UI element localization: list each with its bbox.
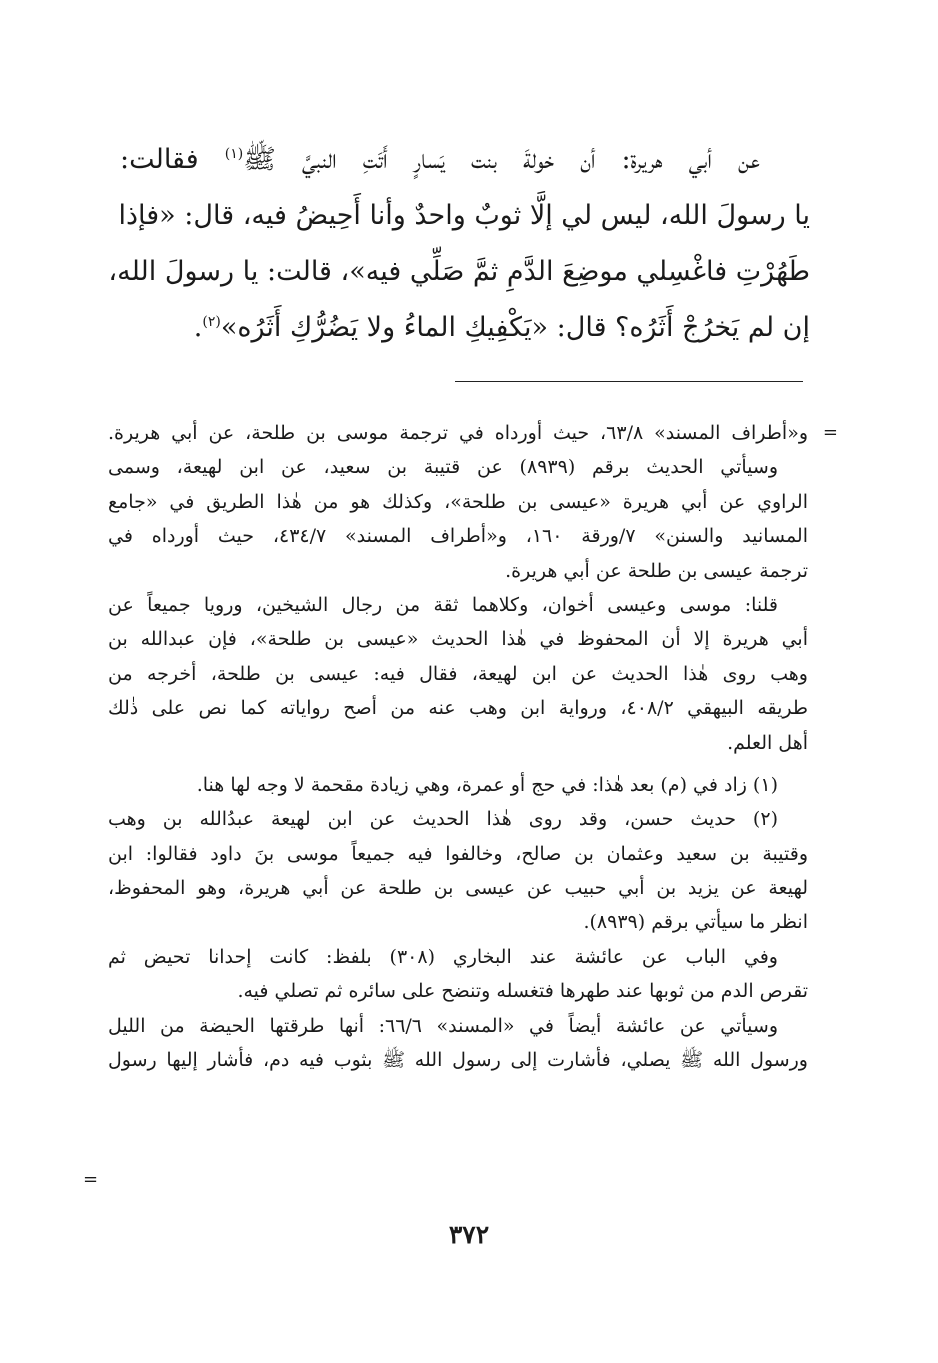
footnote-line: وسيأتي الحديث برقم (٨٩٣٩) عن قتيبة بن سعيد، عن ابن لهيعة، وسمى (108, 456, 779, 479)
footnote-line: أبي هريرة إلا أن المحفوظ في هٰذا الحديث «عيسى بن طلحة»، فإن عبدالله بن (108, 628, 808, 651)
footnote-line: تقرص الدم من ثوبها عند طهرها فتغسله وتنضح على سائره ثم تصلي فيه. (237, 980, 808, 1003)
footnote-ref: (٢) (202, 314, 221, 330)
footnote-line: ترجمة عيسى بن طلحة عن أبي هريرة. (505, 559, 808, 582)
footnote-line: انظر ما سيأتي برقم (٨٩٣٩). (583, 911, 808, 934)
footnote-line: الراوي عن أبي هريرة «عيسى بن طلحة»، وكذلك هو من هٰذا الطريق في «جامع (108, 490, 808, 513)
footnote-line: وقتيبة بن سعيد وعثمان بن صالح، وخالفوا فيه جميعاً موسى بنَ داود فقالوا: ابن (108, 842, 808, 865)
footnote-line: طريقه البيهقي ٤٠٨/٢، ورواية ابن وهب عنه من أصح رواياته كما نص على ذٰلك (108, 697, 809, 720)
footnote-line: وهب روى هٰذا الحديث عن ابن لهيعة، فقال فيه: عيسى بن طلحة، أخرجه من (108, 662, 808, 685)
footnote-line: و«أطراف المسند» ٦٣/٨، حيث أورداه في ترجمة موسى بن طلحة، عن أبي هريرة. (108, 422, 808, 444)
footnote-line: المسانيد والسنن» ٧/ورقة ١٦٠، و«أطراف المسند» ٤٣٤/٧، حيث أورداه في (108, 525, 808, 548)
hadith-line: يا رسولَ الله، ليس لي إلَّا ثوبٌ واحدٌ وأنا أَحِيضُ فيه، قال: «فإذا (118, 200, 810, 231)
footnote-line: قلنا: موسى وعيسى أخوان، وكلاهما ثقة من رجال الشيخين، ورويا جميعاً عن (108, 593, 778, 616)
footnote-line: لهيعة عن يزيد بن أبي حبيب عن عيسى بن طلحة عن أبي هريرة، وهو المحفوظ، (108, 877, 808, 900)
footnote-line: (١) زاد في (م) بعد هٰذا: في حج أو عمرة، وهي زيادة مقحمة لا وجه لها هنا. (196, 773, 778, 796)
hadith-text (108, 132, 810, 356)
hadith-line: إن لم يَخرُجْ أَثَرُه؟ قال: «يَكْفِيكِ الماءُ ولا يَضُرُّكِ أَثَرُه»$^{(٢)}$. (193, 312, 810, 343)
footnote-line: أهل العلم. (727, 731, 808, 754)
hadith-line: طَهُرْتِ فاغْسِلي موضِعَ الدَّمِ ثمَّ صَلِّي فيه»، قالت: يا رسولَ الله، (108, 256, 810, 287)
footnote-line: ورسول الله ﷺ يصلي، فأشارت إلى رسول الله ﷺ بثوب فيه دم، فأشار إليها رسول (108, 1049, 808, 1072)
footnote-separator (455, 381, 803, 382)
footnote-ref: (١) (224, 146, 244, 162)
continuation-mark: = (83, 1169, 99, 1190)
page-number: ٣٧٢ (448, 1220, 490, 1249)
hadith-line: عن أبي هريرة: أن خولةَ بنت يَسارٍ أَتَتِ النبيَّ ﷺ$^{(١)}$ فقالت: (120, 144, 760, 175)
footnote-line: وسيأتي عن عائشة أيضاً في «المسند» ٦٦/٦: أنها طرقتها الحيضة من الليل (108, 1014, 778, 1037)
footnote-line: (٢) حديث حسن، وقد روى هٰذا الحديث عن ابن لهيعة عبدُالله بن وهب (108, 808, 778, 831)
footnotes (108, 416, 808, 1077)
footnote-line: وفي الباب عن عائشة عند البخاري (٣٠٨) بلفظ: كانت إحدانا تحيض ثم (108, 945, 778, 968)
continuation-mark: = (822, 422, 838, 443)
